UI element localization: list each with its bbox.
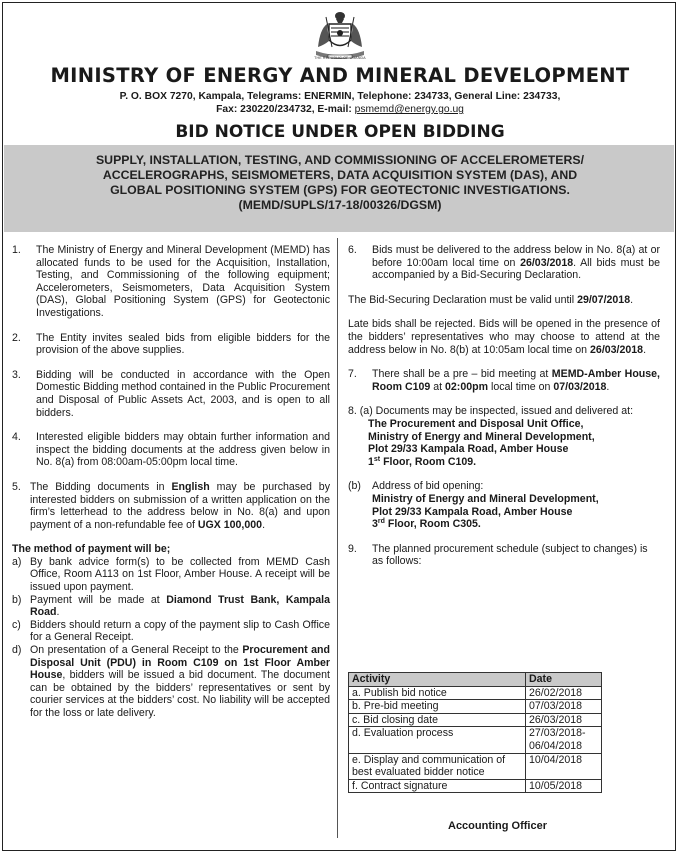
clause-text: The planned procurement schedule (subject to changes) is as follows: (372, 542, 648, 568)
procurement-schedule-table (348, 672, 602, 793)
clause-4 (12, 431, 330, 469)
ordinal-suffix: rd (377, 518, 385, 526)
clause-1 (12, 244, 330, 320)
item-text: , bidders will be issued a bid document. The document can be obtained by the bidders’ representatives or sent by courier services at the bidders’ cost. No liability will be accepted for the loss or late delivery. (30, 669, 330, 719)
table-row (349, 779, 602, 793)
clause-number: 2. (12, 331, 21, 344)
table-row (349, 700, 602, 714)
address-line: Plot 29/33 Kampala Road, Amber House (372, 505, 573, 518)
column-header-date: Date (526, 673, 602, 687)
date-cell: 07/03/2018 (526, 700, 602, 714)
item-text: By bank advice form(s) to be collected from MEMD Cash Office, Room A113 on 1st Floor, Amber House. A receipt will be issued upon payment. (30, 555, 330, 594)
date-cell: 10/05/2018 (526, 779, 602, 793)
item-letter: a) (12, 555, 22, 568)
clause-text: There shall be a pre – bid meeting at (372, 368, 552, 381)
address-line (368, 456, 660, 469)
clause-text: Bidding will be conducted in accordance with the Open Domestic Bidding method contained in the Public Procurement and Disposal of Public Assets Act, 2003, and is open to all bidders. (36, 368, 330, 419)
clause-8b (348, 480, 660, 530)
meeting-date: 07/03/2018 (553, 380, 607, 393)
payment-b (12, 594, 330, 619)
activity-cell: a. Publish bid notice (349, 686, 526, 700)
address-line: Ministry of Energy and Mineral Development, (368, 430, 595, 443)
para-text: The Bid-Securing Declaration must be valid until (348, 293, 578, 306)
email-link[interactable]: psmemd@energy.go.ug (354, 104, 464, 115)
clause-2 (12, 332, 330, 357)
right-column (348, 244, 660, 568)
clause-9 (348, 543, 660, 568)
activity-cell: c. Bid closing date (349, 713, 526, 727)
item-letter: d) (12, 644, 22, 657)
floor-room: Floor, Room C109. (380, 455, 477, 468)
crest-caption: THE REPUBLIC OF UGANDA (314, 56, 366, 60)
activity-cell: e. Display and communication of best evaluated bidder notice (349, 753, 526, 779)
floor-number: 3 (372, 518, 378, 531)
clause-number: 3. (12, 368, 21, 381)
fee-amount: UGX 100,000 (197, 518, 263, 531)
late-bids-paragraph (348, 318, 660, 356)
subject-reference: (MEMD/SUPLS/17-18/00326/DGSM) (238, 198, 442, 212)
payment-heading: The method of payment will be; (12, 543, 171, 556)
pdu-location: Procurement and Disposal Unit (PDU) in Room C109 on 1st Floor Amber House (30, 644, 330, 682)
table-row (349, 727, 602, 753)
address-line-1: P. O. BOX 7270, Kampala, Telegrams: ENERMIN, Telephone: 234733, General Line: 234733, (119, 91, 561, 102)
clause-text: The Entity invites sealed bids from eligible bidders for the provision of the above supplies. (36, 331, 330, 357)
clause-number: (b) (348, 480, 361, 493)
clause-text: . All bids must be accompanied by a Bid-Securing Declaration. (372, 256, 660, 282)
address-line (372, 518, 660, 531)
payment-a (12, 556, 330, 594)
clause-text: The Bidding documents in (30, 480, 172, 493)
clause-text: . (606, 380, 610, 393)
opening-date: 26/03/2018 (590, 343, 644, 356)
address-prefix: Fax: 230220/234732, E-mail: (216, 104, 355, 115)
clause-text: 8. (a) Documents may be inspected, issued and delivered at: (348, 405, 634, 418)
deadline-date: 26/03/2018 (520, 256, 574, 269)
inspection-address (348, 418, 660, 468)
clause-text: Bids must be delivered to the address below in No. 8(a) at or before 10:00am local time on (372, 244, 660, 269)
validity-paragraph (348, 294, 660, 307)
date-cell: 26/02/2018 (526, 686, 602, 700)
clause-number: 7. (348, 368, 357, 381)
clause-text: may be purchased by interested bidders on submission of a written application on the firm’s letterhead to the address below in No. 8(a) and upon payment of a non-refundable fee of (30, 480, 330, 531)
floor-room: Floor, Room C305. (384, 518, 481, 531)
clause-8a (348, 405, 660, 468)
address-line: Ministry of Energy and Mineral Development, (372, 492, 599, 505)
item-text: Bidders should return a copy of the payment slip to Cash Office for a General Receipt. (30, 618, 330, 644)
ministry-title: MINISTRY OF ENERGY AND MINERAL DEVELOPMENT (50, 64, 630, 87)
language-emphasis: English (171, 480, 210, 493)
clause-6 (348, 244, 660, 282)
item-letter: c) (12, 618, 21, 631)
clause-number: 5. (12, 480, 21, 493)
meeting-location: MEMD-Amber House, Room C109 (372, 368, 660, 393)
table-header-row (349, 673, 602, 687)
coat-of-arms-icon (312, 11, 368, 61)
clause-text: Address of bid opening: (372, 480, 484, 493)
clause-number: 1. (12, 244, 21, 256)
clause-5 (12, 481, 330, 531)
ordinal-suffix: st (373, 455, 381, 463)
validity-date: 29/07/2018 (577, 293, 631, 306)
subject-line-3: GLOBAL POSITIONING SYSTEM (GPS) FOR GEOTECTONIC INVESTIGATIONS. (110, 183, 570, 197)
clause-number: 9. (348, 542, 357, 555)
item-letter: b) (12, 593, 22, 606)
para-text: . (643, 343, 647, 356)
column-divider (337, 238, 338, 838)
bank-name: Diamond Trust Bank, Kampala Road (30, 593, 330, 619)
address-line: The Procurement and Disposal Unit Office, (368, 417, 584, 430)
activity-cell: b. Pre-bid meeting (349, 700, 526, 714)
payment-d (12, 644, 330, 720)
activity-cell: f. Contract signature (349, 779, 526, 793)
para-text: . (630, 293, 634, 306)
item-text: On presentation of a General Receipt to the (30, 644, 243, 657)
clause-text: at (430, 380, 446, 393)
payment-c (12, 619, 330, 644)
subject-line-2: ACCELEROGRAPHS, SEISMOMETERS, DATA ACQUISITION SYSTEM (DAS), AND (102, 168, 578, 182)
clause-text: Interested eligible bidders may obtain further information and inspect the bidding documents at the address given below in No. 8(a) from 08:00am-05:00pm local time. (36, 431, 330, 469)
clause-number: 4. (12, 431, 21, 444)
table-row (349, 713, 602, 727)
date-cell: 26/03/2018 (526, 713, 602, 727)
left-column (12, 244, 330, 720)
table-row (349, 686, 602, 700)
column-header-activity: Activity (349, 673, 526, 687)
clause-7 (348, 368, 660, 393)
clause-number: 6. (348, 244, 357, 256)
clause-text: local time on (488, 380, 554, 393)
notice-title: BID NOTICE UNDER OPEN BIDDING (175, 122, 505, 142)
date-cell: 27/03/2018-06/04/2018 (526, 727, 602, 753)
signatory: Accounting Officer (448, 820, 548, 832)
meeting-time: 02:00pm (445, 380, 489, 393)
subject-line-1: SUPPLY, INSTALLATION, TESTING, AND COMMISSIONING OF ACCELEROMETERS/ (95, 153, 585, 167)
clause-3 (12, 369, 330, 419)
floor-number: 1 (368, 455, 374, 468)
para-text: Late bids shall be rejected. Bids will be opened in the presence of the bidders’ representatives who may choose to attend at the address below in No. 8(b) at 10:05am local time on (348, 318, 660, 356)
date-cell: 10/04/2018 (526, 753, 602, 779)
address-line-2 (0, 104, 680, 115)
address-line: Plot 29/33 Kampala Road, Amber House (368, 443, 569, 456)
item-text: . (56, 606, 60, 619)
item-text: Payment will be made at (30, 593, 167, 606)
activity-cell: d. Evaluation process (349, 727, 526, 753)
clause-text: The Ministry of Energy and Mineral Development (MEMD) has allocated funds to be used for the Acquisition, Installation, Testing, and Commissioning of the following equipment; Accelerometers, Seismometers, Data Acquisition System (DAS), Global Positioning System (GPS) for Geotectonic Investigations. (36, 244, 330, 319)
table-row (349, 753, 602, 779)
clause-text: . (262, 518, 266, 531)
